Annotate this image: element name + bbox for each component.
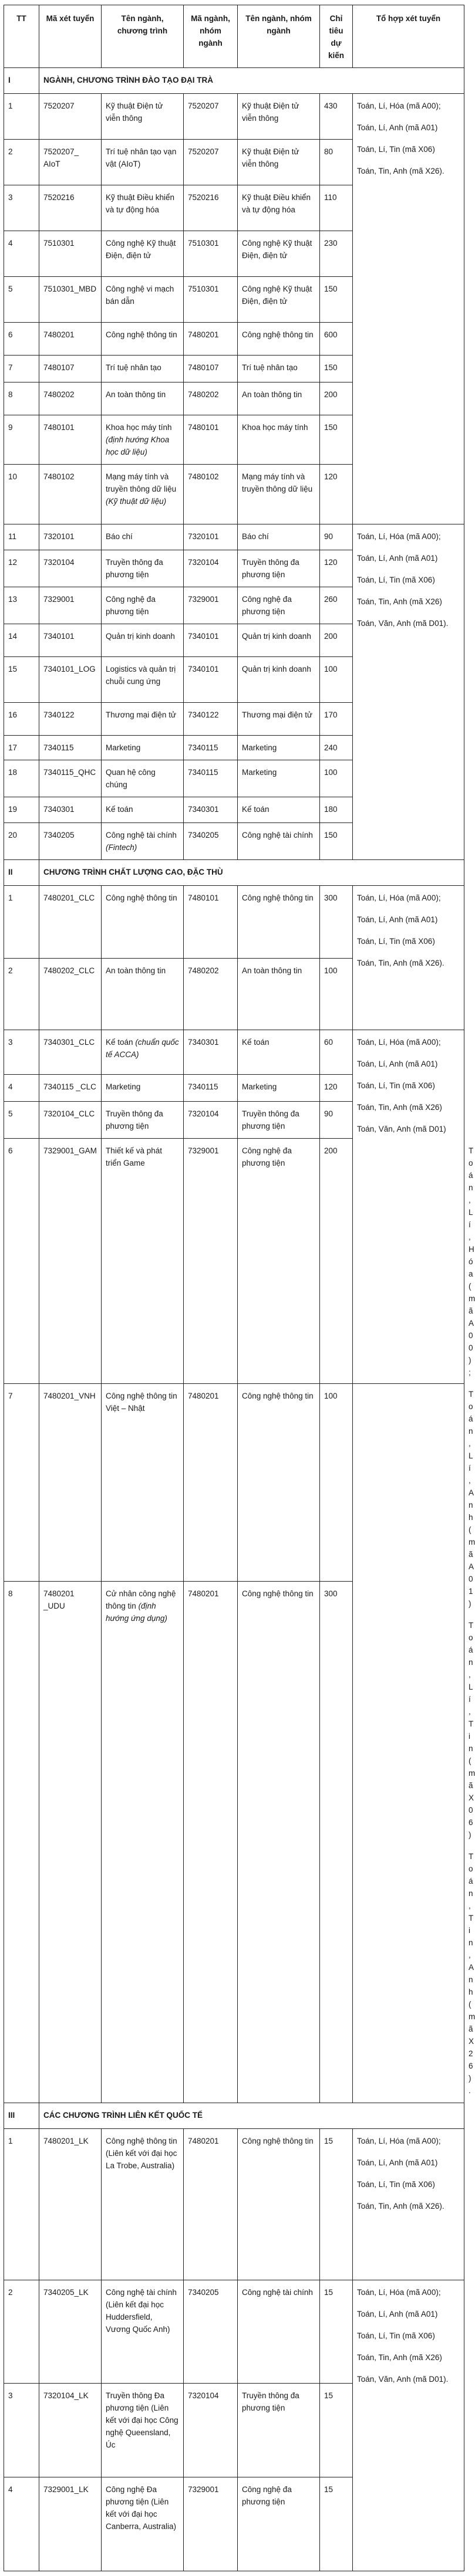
- cell-ma-nganh: 7340115: [184, 760, 238, 797]
- combo-cell: [353, 94, 464, 524]
- cell-ma-nganh: 7520207: [184, 94, 238, 140]
- section-number: I: [4, 68, 39, 94]
- cell-tt: 15: [4, 657, 39, 703]
- cell-tt: 2: [4, 959, 39, 1030]
- cell-ten-chuong-trinh: [102, 1139, 184, 1384]
- table-row: [4, 94, 464, 140]
- cell-ma-xet-tuyen: 7340101: [39, 624, 102, 657]
- program-name: Thương mại điện tử: [106, 710, 176, 719]
- cell-ma-nganh: 7480201: [184, 1383, 238, 1581]
- cell-ma-nganh: 7320104: [184, 1102, 238, 1139]
- cell-ten-chuong-trinh: [102, 185, 184, 231]
- cell-tt: 4: [4, 1075, 39, 1102]
- cell-ten-nganh: Công nghệ thông tin: [238, 886, 320, 959]
- cell-chi-tieu: 120: [320, 1075, 353, 1102]
- cell-ten-nganh: Công nghệ Kỹ thuật Điện, điện tử: [238, 277, 320, 323]
- cell-tt: 3: [4, 1030, 39, 1075]
- cell-ten-nganh: Báo chí: [238, 524, 320, 550]
- cell-ten-chuong-trinh: [102, 624, 184, 657]
- cell-ten-chuong-trinh: [102, 760, 184, 797]
- cell-ma-nganh: 7340205: [184, 823, 238, 860]
- cell-ma-xet-tuyen: 7510301_MBD: [39, 277, 102, 323]
- table-row: 6 7329001_GAM Thiết kế và phát triển Game 7329001 Công nghệ đa phương tiện 200 Toán, Lí, Hóa (mã A00); Toán, Lí, Anh (mã A01) Toán, Lí, Tin (mã X06) Toán, Tin, Anh (mã X26).: [4, 1139, 464, 1384]
- program-name: Mạng máy tính và truyền thông dữ liệu: [106, 472, 177, 493]
- cell-ten-nganh: Công nghệ thông tin: [238, 2129, 320, 2280]
- cell-ten-chuong-trinh: [102, 2280, 184, 2384]
- cell-ma-xet-tuyen: 7340301: [39, 797, 102, 823]
- cell-ten-nganh: Quản trị kinh doanh: [238, 624, 320, 657]
- cell-ma-xet-tuyen: 7340115: [39, 736, 102, 760]
- cell-ten-chuong-trinh: [102, 465, 184, 524]
- cell-tt: 3: [4, 185, 39, 231]
- cell-chi-tieu: 150: [320, 415, 353, 465]
- program-name: Logistics và quản trị chuỗi cung ứng: [106, 665, 176, 686]
- cell-ten-nganh: Marketing: [238, 760, 320, 797]
- cell-ten-chuong-trinh: [102, 277, 184, 323]
- program-name: Khoa học máy tính: [106, 423, 172, 432]
- cell-ma-xet-tuyen: 7329001_GAM: [39, 1139, 102, 1384]
- cell-chi-tieu: 110: [320, 185, 353, 231]
- section-row: [4, 2103, 464, 2129]
- section-row: [4, 68, 464, 94]
- program-note: (định hướng ứng dụng): [106, 1602, 167, 1623]
- combo-cell: [353, 886, 464, 1030]
- cell-chi-tieu: 200: [320, 624, 353, 657]
- cell-chi-tieu: 200: [320, 1139, 353, 1384]
- cell-ten-nganh: Marketing: [238, 1075, 320, 1102]
- cell-ma-xet-tuyen: 7480202: [39, 382, 102, 415]
- cell-ma-nganh: 7329001: [184, 587, 238, 624]
- program-name: Truyền thông đa phương tiện: [106, 1109, 163, 1130]
- cell-ten-nganh: Công nghệ đa phương tiện: [238, 1139, 320, 1384]
- cell-ten-chuong-trinh: [102, 382, 184, 415]
- cell-ma-nganh: 7480201: [184, 1582, 238, 2103]
- combo-cell: [353, 524, 464, 860]
- cell-chi-tieu: 15: [320, 2280, 353, 2384]
- combo-item: Toán, Tin, Anh (mã X26): [357, 1103, 442, 1112]
- cell-ma-xet-tuyen: 7480201_CLC: [39, 886, 102, 959]
- cell-ten-nganh: Công nghệ thông tin: [238, 1582, 320, 2103]
- cell-tt: 18: [4, 760, 39, 797]
- cell-ten-chuong-trinh: [102, 1102, 184, 1139]
- cell-ma-xet-tuyen: 7340205_LK: [39, 2280, 102, 2384]
- cell-ten-nganh: Công nghệ đa phương tiện: [238, 2477, 320, 2571]
- cell-ten-chuong-trinh: [102, 356, 184, 382]
- program-name: Báo chí: [106, 532, 133, 541]
- cell-ten-chuong-trinh: [102, 703, 184, 736]
- cell-ten-chuong-trinh: [102, 2384, 184, 2477]
- program-name: Kế toán: [106, 1038, 133, 1047]
- program-name: Quan hệ công chúng: [106, 768, 156, 789]
- cell-ten-nganh: Kỹ thuật Điều khiển và tự động hóa: [238, 185, 320, 231]
- cell-ma-xet-tuyen: 7340122: [39, 703, 102, 736]
- cell-ten-nganh: Kế toán: [238, 1030, 320, 1075]
- header-ma-xet-tuyen: Mã xét tuyển: [39, 5, 102, 68]
- cell-ten-chuong-trinh: [102, 231, 184, 277]
- program-note: (định hướng Khoa học dữ liệu): [106, 435, 170, 456]
- program-name: Công nghệ thông tin (Liên kết với đại học La Trobe, Australia): [106, 2137, 177, 2170]
- cell-ma-nganh: 7340101: [184, 624, 238, 657]
- cell-tt: 3: [4, 2384, 39, 2477]
- program-name: Kỹ thuật Điện tử viễn thông: [106, 101, 163, 123]
- cell-tt: 14: [4, 624, 39, 657]
- cell-ten-chuong-trinh: [102, 959, 184, 1030]
- combo-item: Toán, Lí, Anh (mã A01): [357, 915, 438, 924]
- cell-ten-chuong-trinh: [102, 415, 184, 465]
- cell-tt: 1: [4, 94, 39, 140]
- header-ma-nganh: Mã ngành, nhóm ngành: [184, 5, 238, 68]
- cell-chi-tieu: 120: [320, 465, 353, 524]
- cell-tt: 10: [4, 465, 39, 524]
- combo-item: Toán, Tin, Anh (mã X26): [357, 2353, 442, 2362]
- cell-ten-nganh: Kỹ thuật Điện tử viễn thông: [238, 94, 320, 140]
- combo-item: Toán, Văn, Anh (mã D01): [357, 1125, 446, 1133]
- cell-tt: 19: [4, 797, 39, 823]
- program-name: Trí tuệ nhân tạo vạn vật (AIoT): [106, 147, 177, 168]
- cell-ma-nganh: 7480202: [184, 959, 238, 1030]
- cell-ten-nganh: Marketing: [238, 736, 320, 760]
- cell-ma-nganh: 7329001: [184, 1139, 238, 1384]
- cell-ten-chuong-trinh: [102, 736, 184, 760]
- table-body: [4, 68, 475, 2571]
- combo-cell: [353, 2280, 464, 2571]
- combo-item: Toán, Tin, Anh (mã X26): [357, 597, 442, 606]
- cell-ten-nganh: Công nghệ Kỹ thuật Điện, điện tử: [238, 231, 320, 277]
- cell-ma-nganh: 7510301: [184, 231, 238, 277]
- cell-tt: 2: [4, 2280, 39, 2384]
- cell-chi-tieu: 430: [320, 94, 353, 140]
- combo-item: Toán, Lí, Tin (mã X06): [357, 1081, 435, 1090]
- cell-ten-nganh: Khoa học máy tính: [238, 415, 320, 465]
- cell-ma-xet-tuyen: 7340101_LOG: [39, 657, 102, 703]
- cell-ten-chuong-trinh: [102, 323, 184, 356]
- cell-ten-nganh: Thương mại điện tử: [238, 703, 320, 736]
- cell-ma-nganh: 7480101: [184, 886, 238, 959]
- combo-cell: [353, 2129, 464, 2280]
- program-name: Công nghệ thông tin Việt – Nhật: [106, 1391, 177, 1413]
- cell-ma-nganh: 7320104: [184, 550, 238, 587]
- cell-ma-xet-tuyen: 7480101: [39, 415, 102, 465]
- cell-tt: 1: [4, 2129, 39, 2280]
- combo-item: Toán, Lí, Tin (mã X06): [357, 576, 435, 584]
- cell-ma-xet-tuyen: 7320104_LK: [39, 2384, 102, 2477]
- cell-ma-xet-tuyen: 7480107: [39, 356, 102, 382]
- program-name: Công nghệ tài chính: [106, 831, 177, 840]
- combo-item: Toán, Văn, Anh (mã D01).: [357, 619, 449, 628]
- header-ten-nganh-chuong-trinh: Tên ngành, chương trình: [102, 5, 184, 68]
- combo-item: Toán, Lí, Anh (mã A01): [357, 1059, 438, 1068]
- cell-chi-tieu: 100: [320, 1383, 353, 1581]
- section-title: CÁC CHƯƠNG TRÌNH LIÊN KẾT QUỐC TẾ: [39, 2103, 464, 2129]
- cell-tt: 12: [4, 550, 39, 587]
- cell-tt: 7: [4, 356, 39, 382]
- cell-chi-tieu: 240: [320, 736, 353, 760]
- table-row: [4, 2280, 464, 2384]
- cell-ten-nganh: Truyền thông đa phương tiện: [238, 550, 320, 587]
- cell-ten-chuong-trinh: [102, 2477, 184, 2571]
- cell-chi-tieu: 15: [320, 2129, 353, 2280]
- cell-ma-xet-tuyen: 7329001_LK: [39, 2477, 102, 2571]
- cell-chi-tieu: 60: [320, 1030, 353, 1075]
- combo-item: Toán, Văn, Anh (mã D01).: [357, 2375, 449, 2384]
- cell-ten-nganh: Truyền thông đa phương tiện: [238, 1102, 320, 1139]
- program-name: Quản trị kinh doanh: [106, 632, 175, 641]
- cell-tt: 8: [4, 1582, 39, 2103]
- cell-ma-xet-tuyen: 7340205: [39, 823, 102, 860]
- program-name: An toàn thông tin: [106, 966, 166, 975]
- cell-ma-nganh: 7480202: [184, 382, 238, 415]
- cell-ten-nganh: Kỹ thuật Điện tử viễn thông: [238, 140, 320, 185]
- combo-item: Toán, Lí, Hóa (mã A00);: [357, 101, 441, 110]
- cell-ma-xet-tuyen: 7480201_LK: [39, 2129, 102, 2280]
- cell-ma-nganh: 7340301: [184, 1030, 238, 1075]
- cell-chi-tieu: 200: [320, 382, 353, 415]
- program-name: An toàn thông tin: [106, 390, 166, 399]
- cell-chi-tieu: 100: [320, 657, 353, 703]
- cell-ten-nganh: Công nghệ tài chính: [238, 823, 320, 860]
- cell-ma-nganh: 7340205: [184, 2280, 238, 2384]
- cell-chi-tieu: 90: [320, 524, 353, 550]
- cell-ten-nganh: Truyền thông đa phương tiện: [238, 2384, 320, 2477]
- cell-ten-nganh: An toàn thông tin: [238, 959, 320, 1030]
- cell-ten-chuong-trinh: [102, 2129, 184, 2280]
- cell-tt: 4: [4, 2477, 39, 2571]
- program-name: Thiết kế và phát triển Game: [106, 1146, 163, 1167]
- cell-chi-tieu: 230: [320, 231, 353, 277]
- cell-ten-chuong-trinh: [102, 524, 184, 550]
- cell-ten-nganh: Kế toán: [238, 797, 320, 823]
- cell-ma-nganh: 7480101: [184, 415, 238, 465]
- cell-tt: 6: [4, 323, 39, 356]
- cell-ten-chuong-trinh: [102, 587, 184, 624]
- cell-ten-chuong-trinh: [102, 550, 184, 587]
- cell-ma-nganh: 7340122: [184, 703, 238, 736]
- cell-tt: 4: [4, 231, 39, 277]
- cell-tt: 5: [4, 1102, 39, 1139]
- cell-ma-xet-tuyen: 7480201 _UDU: [39, 1582, 102, 2103]
- cell-ma-nganh: 7480201: [184, 323, 238, 356]
- cell-ma-nganh: 7520216: [184, 185, 238, 231]
- cell-chi-tieu: 300: [320, 886, 353, 959]
- section-number: III: [4, 2103, 39, 2129]
- cell-ma-xet-tuyen: 7520216: [39, 185, 102, 231]
- header-tt: TT: [4, 5, 39, 68]
- cell-ma-xet-tuyen: 7340301_CLC: [39, 1030, 102, 1075]
- program-note: (chuẩn quốc tế ACCA): [106, 1038, 179, 1059]
- combo-item: Toán, Lí, Hóa (mã A00);: [357, 2288, 441, 2297]
- cell-ten-nganh: Trí tuệ nhân tạo: [238, 356, 320, 382]
- combo-item: Toán, Lí, Tin (mã X06): [357, 145, 435, 154]
- cell-ma-xet-tuyen: 7329001: [39, 587, 102, 624]
- table-header-row: [4, 5, 464, 68]
- admissions-table: [4, 5, 475, 2571]
- cell-ma-nganh: 7340115: [184, 1075, 238, 1102]
- program-note: (Fintech): [106, 843, 137, 852]
- cell-chi-tieu: 150: [320, 277, 353, 323]
- program-name: Công nghệ đa phương tiện: [106, 595, 156, 616]
- cell-ten-nganh: Công nghệ đa phương tiện: [238, 587, 320, 624]
- cell-ten-chuong-trinh: [102, 823, 184, 860]
- combo-item: Toán, Lí, Anh (mã A01): [357, 2310, 438, 2318]
- cell-ma-xet-tuyen: 7480201_VNH: [39, 1383, 102, 1581]
- cell-ten-nganh: Mạng máy tính và truyền thông dữ liệu: [238, 465, 320, 524]
- cell-ten-nganh: An toàn thông tin: [238, 382, 320, 415]
- cell-tt: 7: [4, 1383, 39, 1581]
- cell-chi-tieu: 150: [320, 356, 353, 382]
- program-name: Công nghệ thông tin: [106, 330, 177, 339]
- cell-ma-nganh: 7520207: [184, 140, 238, 185]
- cell-ten-nganh: Quản trị kinh doanh: [238, 657, 320, 703]
- cell-chi-tieu: 80: [320, 140, 353, 185]
- combo-item: Toán, Tin, Anh (mã X26).: [357, 167, 444, 175]
- cell-ten-nganh: Công nghệ tài chính: [238, 2280, 320, 2384]
- table-row: [4, 1582, 464, 2103]
- cell-chi-tieu: 90: [320, 1102, 353, 1139]
- cell-tt: 17: [4, 736, 39, 760]
- cell-ma-nganh: 7340101: [184, 657, 238, 703]
- table-row: [4, 1030, 464, 1075]
- combo-item: Toán, Lí, Anh (mã A01): [357, 2158, 438, 2167]
- cell-tt: 8: [4, 382, 39, 415]
- cell-ten-chuong-trinh: [102, 797, 184, 823]
- combo-item: Toán, Lí, Hóa (mã A00);: [357, 1038, 441, 1047]
- cell-chi-tieu: 15: [320, 2384, 353, 2477]
- combo-item: Toán, Tin, Anh (mã X26).: [357, 2202, 444, 2211]
- cell-ten-chuong-trinh: [102, 657, 184, 703]
- cell-chi-tieu: 100: [320, 959, 353, 1030]
- cell-tt: 9: [4, 415, 39, 465]
- cell-chi-tieu: 260: [320, 587, 353, 624]
- cell-ma-nganh: 7480201: [184, 2129, 238, 2280]
- program-note: (Kỹ thuật dữ liệu): [106, 497, 167, 506]
- cell-ma-xet-tuyen: 7510301: [39, 231, 102, 277]
- cell-ma-nganh: 7480102: [184, 465, 238, 524]
- cell-ma-nganh: 7320101: [184, 524, 238, 550]
- cell-tt: 20: [4, 823, 39, 860]
- program-name: Marketing: [106, 743, 141, 752]
- combo-item: Toán, Lí, Hóa (mã A00);: [357, 532, 441, 541]
- section-title: NGÀNH, CHƯƠNG TRÌNH ĐÀO TẠO ĐẠI TRÀ: [39, 68, 464, 94]
- cell-ma-xet-tuyen: 7480201: [39, 323, 102, 356]
- header-to-hop: Tổ hợp xét tuyển: [353, 5, 464, 68]
- table-row: [4, 2129, 464, 2280]
- cell-ma-xet-tuyen: 7320101: [39, 524, 102, 550]
- combo-item: Toán, Lí, Tin (mã X06): [357, 2180, 435, 2189]
- cell-chi-tieu: 100: [320, 760, 353, 797]
- program-name: Công nghệ vi mạch bán dẫn: [106, 285, 174, 306]
- cell-ma-nganh: 7480107: [184, 356, 238, 382]
- cell-ten-chuong-trinh: [102, 140, 184, 185]
- cell-chi-tieu: 300: [320, 1582, 353, 2103]
- cell-tt: 5: [4, 277, 39, 323]
- combo-item: Toán, Lí, Hóa (mã A00);: [357, 893, 441, 902]
- cell-ma-xet-tuyen: 7520207_ AIoT: [39, 140, 102, 185]
- cell-ten-chuong-trinh: [102, 1075, 184, 1102]
- program-name: Truyền thông đa phương tiện: [106, 558, 163, 579]
- program-name: Công nghệ tài chính (Liên kết đại học Huddersfield, Vương Quốc Anh): [106, 2288, 177, 2334]
- table-row: [4, 524, 464, 550]
- cell-tt: 6: [4, 1139, 39, 1384]
- cell-ten-chuong-trinh: [102, 886, 184, 959]
- header-ten-nganh-nhom-nganh: Tên ngành, nhóm ngành: [238, 5, 320, 68]
- program-name: Kế toán: [106, 805, 133, 814]
- cell-ma-nganh: 7340115: [184, 736, 238, 760]
- cell-ma-xet-tuyen: 7320104: [39, 550, 102, 587]
- section-row: [4, 860, 464, 886]
- program-name: Marketing: [106, 1082, 141, 1091]
- combo-item: Toán, Tin, Anh (mã X26).: [357, 959, 444, 967]
- program-name: Kỹ thuật Điều khiển và tự động hóa: [106, 193, 175, 214]
- cell-ma-xet-tuyen: 7340115_QHC: [39, 760, 102, 797]
- cell-ma-nganh: 7329001: [184, 2477, 238, 2571]
- cell-ma-xet-tuyen: 7480102: [39, 465, 102, 524]
- section-title: CHƯƠNG TRÌNH CHẤT LƯỢNG CAO, ĐẶC THÙ: [39, 860, 464, 886]
- cell-ma-xet-tuyen: 7340115 _CLC: [39, 1075, 102, 1102]
- table-row: [4, 886, 464, 959]
- cell-chi-tieu: 150: [320, 823, 353, 860]
- cell-ma-xet-tuyen: 7520207: [39, 94, 102, 140]
- cell-chi-tieu: 120: [320, 550, 353, 587]
- program-name: Công nghệ Đa phương tiện (Liên kết với đại học Canberra, Australia): [106, 2485, 177, 2531]
- section-number: II: [4, 860, 39, 886]
- cell-tt: 13: [4, 587, 39, 624]
- cell-ma-nganh: 7340301: [184, 797, 238, 823]
- cell-chi-tieu: 600: [320, 323, 353, 356]
- combo-item: Toán, Lí, Anh (mã A01): [357, 123, 438, 132]
- cell-ten-nganh: Công nghệ thông tin: [238, 323, 320, 356]
- cell-ten-nganh: Công nghệ thông tin: [238, 1383, 320, 1581]
- table-row: [4, 1383, 464, 1581]
- cell-chi-tieu: 15: [320, 2477, 353, 2571]
- cell-tt: 11: [4, 524, 39, 550]
- program-name: Công nghệ Kỹ thuật Điện, điện tử: [106, 239, 176, 260]
- combo-cell: [353, 1030, 464, 1384]
- cell-ten-chuong-trinh: [102, 1383, 184, 1581]
- cell-tt: 16: [4, 703, 39, 736]
- program-name: Cử nhân công nghệ thông tin: [106, 1589, 176, 1611]
- cell-ma-xet-tuyen: 7320104_CLC: [39, 1102, 102, 1139]
- program-name: Công nghệ thông tin: [106, 893, 177, 902]
- combo-item: Toán, Lí, Tin (mã X06): [357, 2331, 435, 2340]
- cell-chi-tieu: 170: [320, 703, 353, 736]
- combo-item: Toán, Lí, Anh (mã A01): [357, 554, 438, 563]
- cell-ten-chuong-trinh: [102, 94, 184, 140]
- cell-ma-nganh: 7510301: [184, 277, 238, 323]
- cell-ten-chuong-trinh: [102, 1030, 184, 1075]
- program-name: Trí tuệ nhân tạo: [106, 363, 161, 372]
- cell-tt: 2: [4, 140, 39, 185]
- cell-tt: 1: [4, 886, 39, 959]
- cell-ma-xet-tuyen: 7480202_CLC: [39, 959, 102, 1030]
- combo-item: Toán, Lí, Hóa (mã A00);: [357, 2137, 441, 2145]
- header-chi-tieu: Chỉ tiêu dự kiến: [320, 5, 353, 68]
- program-name: Truyền thông Đa phương tiện (Liên kết với đại học Công nghệ Queensland, Úc: [106, 2391, 178, 2449]
- cell-chi-tieu: 180: [320, 797, 353, 823]
- combo-item: Toán, Lí, Tin (mã X06): [357, 937, 435, 946]
- cell-ma-nganh: 7320104: [184, 2384, 238, 2477]
- cell-ten-chuong-trinh: [102, 1582, 184, 2103]
